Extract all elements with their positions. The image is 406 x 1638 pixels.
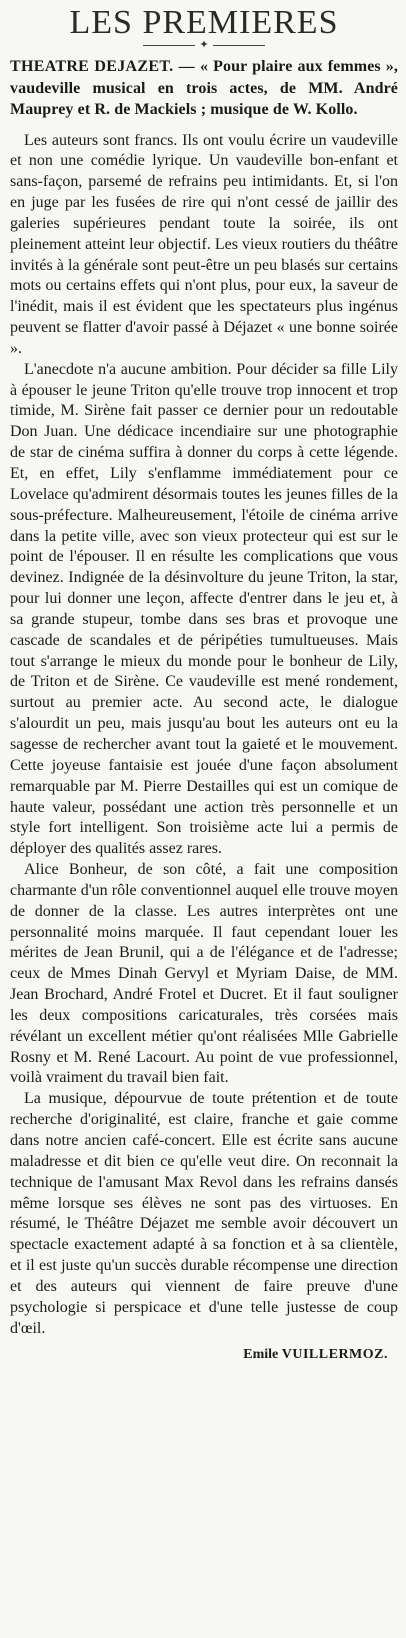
article-headline bbox=[10, 56, 398, 121]
body-paragraph-3: Alice Bonheur, de son côté, a fait une composition charmante d'un rôle conventionnel auquel elle trouve moyen de donner de la classe. Les autres interprètes ont une personnalité moins marquée. Il faut cependant louer les mérites de Jean Brunil, qui a de l'élégance et de l'adresse; ceux de Mmes Dinah Gervyl et Myriam Daise, de MM. Jean Brochard, André Frotel et Ducret. Et il faut souligner les deux compositions caricaturales, très corsées mais révélant un excellent métier qu'ont réalisées Mlle Gabrielle Rosny et M. René Lacourt. Au point de vue professionnel, voilà vraiment du travail bien fait. bbox=[10, 861, 398, 1087]
title-ornament bbox=[10, 40, 398, 51]
article bbox=[10, 6, 398, 1365]
author-first-name: Emile bbox=[243, 1347, 279, 1363]
section-title: LES PREMIERES bbox=[69, 4, 339, 41]
body-paragraph-2: L'anecdote n'a aucune ambition. Pour décider sa fille Lily à épouser le jeune Triton qu'elle trouve trop innocent et trop timide, M. Sirène fait passer ce dernier pour un redoutable Don Juan. Une dédicace incendiaire sur une photographie de star de cinéma suffira à donner du corps à cette légende. Et, en effet, Lily s'enflamme immédiatement pour ce Lovelace qu'admirent désormais toutes les jeunes filles de la sous-préfecture. Malheureusement, l'étoile de cinéma arrive dans la petite ville, avec son vieux protecteur qui est sur le point de l'épouser. Il en résulte les complications que vous devinez. Indignée de la désinvolture du jeune Triton, la star, pour lui donner une leçon, affecte d'entrer dans le jeu et, à sa grande stupeur, tombe dans ses bras et provoque une cascade de scandales et de péripéties tumultueuses. Mais tout s'arrange le mieux du monde pour le bonheur de Lily, de Triton et de Sirène. Ce vaudeville est mené rondement, surtout au premier acte. Au second acte, le dialogue s'alourdit un peu, mais jusqu'au bout les auteurs ont eu la sagesse de rechercher avant tout la gaieté et le mouvement. Cette joyeuse fantaisie est jouée d'une façon absolument remarquable par M. Pierre Destailles qui est un comique de haute valeur, possédant une action très personnelle et un style fort intelligent. Son troisième acte lui a permis de déployer des qualités assez rares. bbox=[10, 360, 398, 858]
body-paragraph-1: Les auteurs sont francs. Ils ont voulu écrire un vaudeville et non une comédie lyrique. Un vaudeville bon-enfant et sans-façon, parsemé de refrains peu intimidants. Et, si l'on en juge par les fusées de rire qui n'ont cessé de jaillir des galeries supérieures pendant toute la soirée, ils ont pleinement atteint leur objectif. Les vieux routiers du théâtre invités à la générale sont peut-être un peu blasés sur certains mots ou certains effets qui n'ont plus, pour eux, la saveur de l'inédit, mais il est évident que les spectateurs plus ingénus peuvent se flatter d'avoir passé à Déjazet « une bonne soirée ». bbox=[10, 131, 398, 357]
ornament-star-icon: ✦ bbox=[199, 39, 209, 51]
headline-lead: THEATRE DEJAZET. — bbox=[10, 58, 195, 75]
body-paragraph-4: La musique, dépourvue de toute prétention et de toute recherche d'originalité, est claire, franche et gaie comme dans notre ancien café-concert. Elle est écrite sans aucune maladresse et dit bien ce qu'elle veut dire. On reconnait la technique de l'amusant Max Revol dans les refrains dansés même lorsque ses élèves ne sont pas des virtuoses. En résumé, le Théâtre Déjazet me semble avoir découvert un spectacle exactement adapté à sa fonction et à sa clientèle, et il est juste qu'un succès durable récompense une direction et des auteurs qui viennent de faire preuve d'une psychologie si perspicace et d'une telle justesse de coup d'œil. bbox=[10, 1090, 398, 1337]
headline-text: « Pour plaire aux femmes », vaudeville musical en trois actes, de MM. André Mauprey et R. de Mackiels ; musique de W. Kollo. bbox=[10, 58, 398, 118]
ornament-rule-left bbox=[143, 45, 195, 46]
author-surname: VUILLERMOZ. bbox=[281, 1347, 388, 1363]
author-signature bbox=[10, 1345, 398, 1365]
ornament-rule-right bbox=[213, 45, 265, 46]
